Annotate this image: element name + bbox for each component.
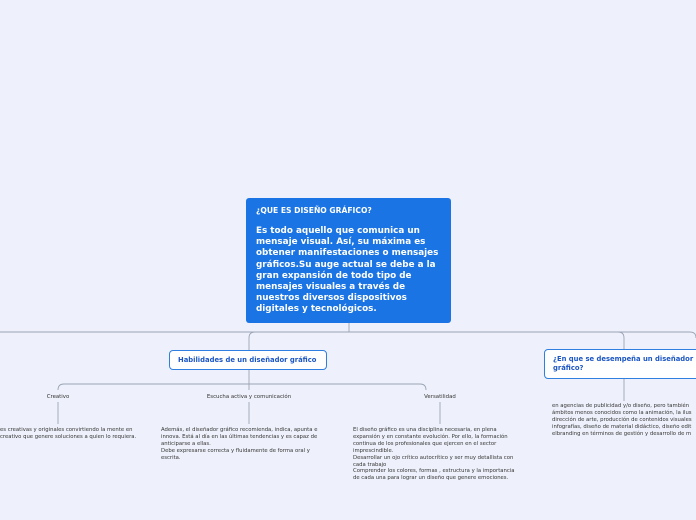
topic-desempena[interactable] [544,349,696,379]
branch-to-desempena-line [618,332,624,349]
topic-habilidades-label: Habilidades de un diseñador gráfico [178,356,317,364]
root-description: Es todo aquello que comunica un mensaje visual. Así, su máxima es obtener manifestaciones o mensajes gráficos.Su auge actual se debe a la gran expansión de todo tipo de mensajes visuales a través de nuestros diversos dispositivos digitales y tecnológicos. [256,226,439,315]
branch-to-habilidades-line [249,332,255,350]
subtopic-creativo[interactable]: Creativo [46,394,70,400]
root-title: ¿QUE ES DISEÑO GRÁFICO? [256,206,372,215]
topic-habilidades[interactable] [169,350,327,370]
subtopic-versatilidad[interactable]: Versatilidad [424,394,456,400]
desempena-note: en agencias de publicidad y/o diseño, pero también ámbitos menos conocidos como la animación, la ilus dirección de arte, producción de contenidos visuales infografías, diseño de material didáctico, diseño edit elbranding en términos de gestión y desarrollo de m [552,403,692,437]
versatilidad-note: El diseño gráfico es una disciplina necesaria, en plena expansión y en constante evolución. Por ello, la formación continua de los profesionales que ejercen en el sector imprescindible. Desarrollar un ojo crítico autocrítico y ser muy detallista con cada trabajo Comprender los colores, formas , estructura y la importancia de cada una para lograr un diseño que genere emociones. [353,427,515,482]
escucha-activa-note: Además, el diseñador gráfico recomienda, indica, apunta e innova. Está al día en las últimas tendencias y es capaz de anticiparse a ellas. Debe expresarse correcta y fluidamente de forma oral y escrita. [161,427,318,461]
root-topic-card[interactable] [246,198,451,323]
main-branch-line [0,332,696,338]
creativo-note: es creativas y originales convirtiendo la mente en creativo que genere soluciones a quien lo requiera. [0,427,137,440]
subtopic-escucha-activa[interactable]: Escucha activa y comunicación [206,394,292,400]
subtopic-bar-line [58,384,426,390]
topic-desempena-label: ¿En que se desempeña un diseñador gráfico? [553,355,694,372]
